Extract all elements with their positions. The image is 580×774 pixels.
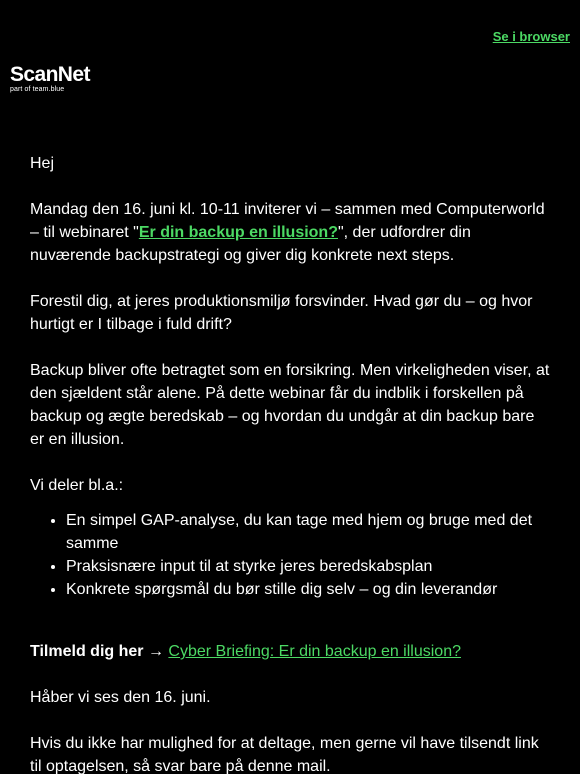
scannet-logo bbox=[10, 64, 90, 94]
signup-link[interactable]: Cyber Briefing: Er din backup en illusion? bbox=[168, 643, 461, 660]
list-item: • Praksisnære input til at styrke jeres beredskabsplan bbox=[66, 555, 550, 578]
webinar-link[interactable]: Er din backup en illusion? bbox=[138, 224, 338, 241]
signup-lead: Tilmeld dig her bbox=[30, 643, 144, 660]
closing-paragraph: Hvis du ikke har mulighed for at deltage, men gerne vil have tilsendt link til optagelsen, så svar bare på denne mail. bbox=[30, 735, 539, 774]
greeting: Hej bbox=[30, 155, 55, 172]
signup-paragraph bbox=[30, 640, 550, 663]
email-body bbox=[30, 152, 550, 774]
list-item: • En simpel GAP-analyse, du kan tage med hjem og bruge med det samme bbox=[66, 509, 550, 555]
view-in-browser-link[interactable]: Se i browser bbox=[492, 29, 570, 44]
logo-tagline: part of team.blue bbox=[10, 86, 65, 93]
list-intro: Vi deler bl.a.: bbox=[30, 477, 124, 494]
intro-paragraph bbox=[30, 198, 550, 267]
arrow-glyph: → bbox=[143, 643, 169, 660]
intro-text-after: ", der udfordrer din nuværende backupstrategi og giver dig konkrete next steps. bbox=[30, 224, 471, 264]
backup-paragraph: Backup bliver ofte betragtet som en forsikring. Men virkeligheden viser, at den sjældent står alene. På dette webinar får du indblik i forskellen på backup og ægte beredskab – og hvordan du undgår at din backup bare er en illusion. bbox=[30, 362, 550, 448]
list-item: • Konkrete spørgsmål du bør stille dig selv – og din leverandør bbox=[66, 578, 550, 601]
scenario-paragraph: Forestil dig, at jeres produktionsmiljø forsvinder. Hvad gør du – og hvor hurtigt er I tilbage i fuld drift? bbox=[30, 293, 533, 333]
see-you-paragraph: Håber vi ses den 16. juni. bbox=[30, 689, 211, 706]
logo-wordmark: ScanNet bbox=[10, 63, 90, 86]
agenda-list bbox=[30, 509, 550, 601]
browser-link-bar bbox=[493, 29, 570, 44]
intro-text-before: Mandag den 16. juni kl. 10-11 inviterer vi – sammen med Computerworld – til webinaret " bbox=[30, 201, 545, 241]
